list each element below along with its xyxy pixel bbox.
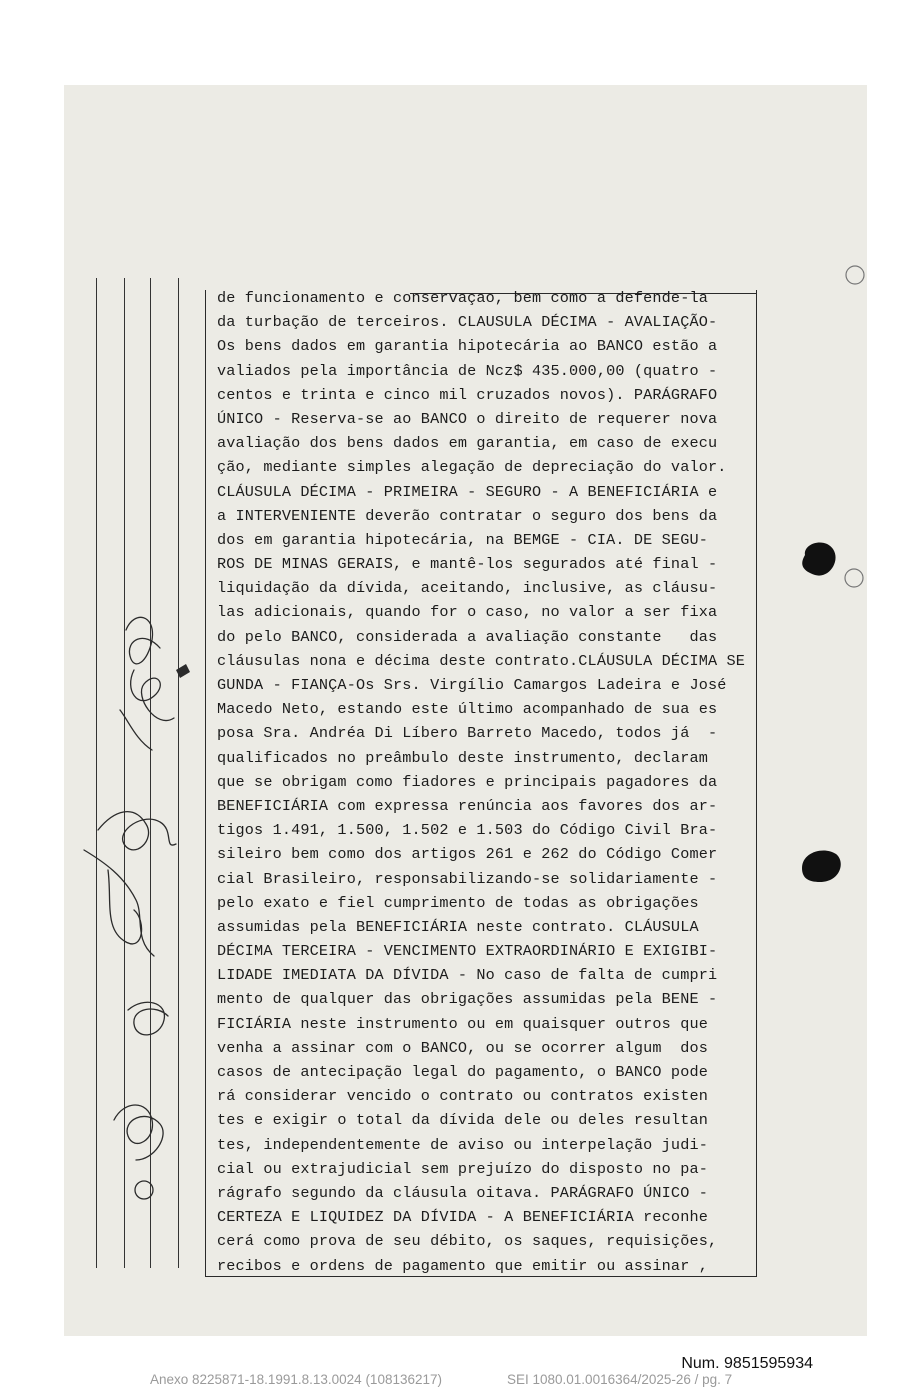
ink-blot-upper <box>795 535 843 583</box>
text-line: valiados pela importância de Ncz$ 435.000,00 (quatro - <box>217 361 718 380</box>
ink-blot-lower <box>796 842 848 890</box>
text-line: rá considerar vencido o contrato ou contratos existen <box>217 1087 708 1106</box>
text-line: a INTERVENIENTE deverão contratar o seguro dos bens da <box>217 506 718 525</box>
annex-reference: Anexo 8225871-18.1991.8.13.0024 (108136217) <box>150 1372 443 1387</box>
text-line: las adicionais, quando for o caso, no valor a ser fixa <box>217 603 718 622</box>
text-line: avaliação dos bens dados em garantia, em caso de execu <box>217 434 718 453</box>
text-line: cial Brasileiro, responsabilizando-se solidariamente - <box>217 869 718 888</box>
text-line: cerá como prova de seu débito, os saques, requisições, <box>217 1232 718 1251</box>
text-line: recibos e ordens de pagamento que emitir ou assinar , <box>217 1256 708 1275</box>
text-line: Os bens dados em garantia hipotecária ao BANCO estão a <box>217 337 718 356</box>
text-line: de funcionamento e conservaçao, bem como a defende-la <box>217 289 708 307</box>
text-line: LIDADE IMEDIATA DA DÍVIDA - No caso de falta de cumpri <box>217 966 718 985</box>
text-line: cial ou extrajudicial sem prejuízo do disposto no pa- <box>217 1159 708 1178</box>
text-line: assumidas pela BENEFICIÁRIA neste contrato. CLÁUSULA <box>217 917 699 936</box>
text-line: dos em garantia hipotecária, na BEMGE - CIA. DE SEGU- <box>217 530 708 549</box>
text-line: liquidação da dívida, aceitando, inclusive, as cláusu- <box>217 579 718 598</box>
text-line: rágrafo segundo da cláusula oitava. PARÁGRAFO ÚNICO - <box>217 1183 708 1202</box>
text-line: CLÁUSULA DÉCIMA - PRIMEIRA - SEGURO - A BENEFICIÁRIA e <box>217 482 718 501</box>
text-line: casos de antecipação legal do pagamento, o BANCO pode <box>217 1063 708 1081</box>
text-line: DÉCIMA TERCEIRA - VENCIMENTO EXTRAORDINÁRIO E EXIGIBI- <box>217 942 718 961</box>
text-line: da turbação de terceiros. CLAUSULA DÉCIMA - AVALIAÇÃO- <box>217 313 718 332</box>
text-line: do pelo BANCO, considerada a avaliação constante das <box>217 627 718 646</box>
text-line: CERTEZA E LIQUIDEZ DA DÍVIDA - A BENEFICIÁRIA reconhe <box>217 1208 708 1227</box>
text-line: pelo exato e fiel cumprimento de todas as obrigações <box>217 893 699 912</box>
text-line: tigos 1.491, 1.500, 1.502 e 1.503 do Código Civil Bra- <box>217 821 718 840</box>
text-line: FICIÁRIA neste instrumento ou em quaisquer outros que <box>217 1014 708 1033</box>
text-line: cláusulas nona e décima deste contrato.CLÁUSULA DÉCIMA SE <box>217 651 746 670</box>
text-line: ROS DE MINAS GERAIS, e mantê-los segurados até final - <box>217 555 718 574</box>
punch-hole-middle <box>841 565 867 591</box>
text-line: BENEFICIÁRIA com expressa renúncia aos favores dos ar- <box>217 796 718 815</box>
text-line: Macedo Neto, estando este último acompanhado de sua es <box>217 700 718 719</box>
text-line: tes, independentemente de aviso ou interpelação judi- <box>217 1135 708 1154</box>
text-line: mento de qualquer das obrigações assumidas pela BENE - <box>217 990 718 1009</box>
text-line: centos e trinta e cinco mil cruzados novos). PARÁGRAFO <box>217 385 718 404</box>
text-line: tes e exigir o total da dívida dele ou deles resultan <box>217 1111 708 1130</box>
text-line: ção, mediante simples alegação de depreciação do valor. <box>217 458 727 477</box>
text-line: que se obrigam como fiadores e principais pagadores da <box>217 772 718 791</box>
text-line: posa Sra. Andréa Di Líbero Barreto Macedo, todos já - <box>217 724 718 743</box>
margin-signatures <box>64 600 204 1220</box>
text-line: venha a assinar com o BANCO, ou se ocorrer algum dos <box>217 1038 708 1057</box>
document-number: Num. 9851595934 <box>681 1355 813 1372</box>
punch-hole-top <box>842 262 868 288</box>
text-line: ÚNICO - Reserva-se ao BANCO o direito de requerer nova <box>217 409 718 428</box>
sei-reference: SEI 1080.01.0016364/2025-26 / pg. 7 <box>507 1372 733 1387</box>
text-line: GUNDA - FIANÇA-Os Srs. Virgílio Camargos Ladeira e José <box>217 676 727 694</box>
document-body <box>217 286 757 1278</box>
text-line: qualificados no preâmbulo deste instrumento, declaram <box>217 748 708 767</box>
text-line: sileiro bem como dos artigos 261 e 262 do Código Comer <box>217 845 718 864</box>
